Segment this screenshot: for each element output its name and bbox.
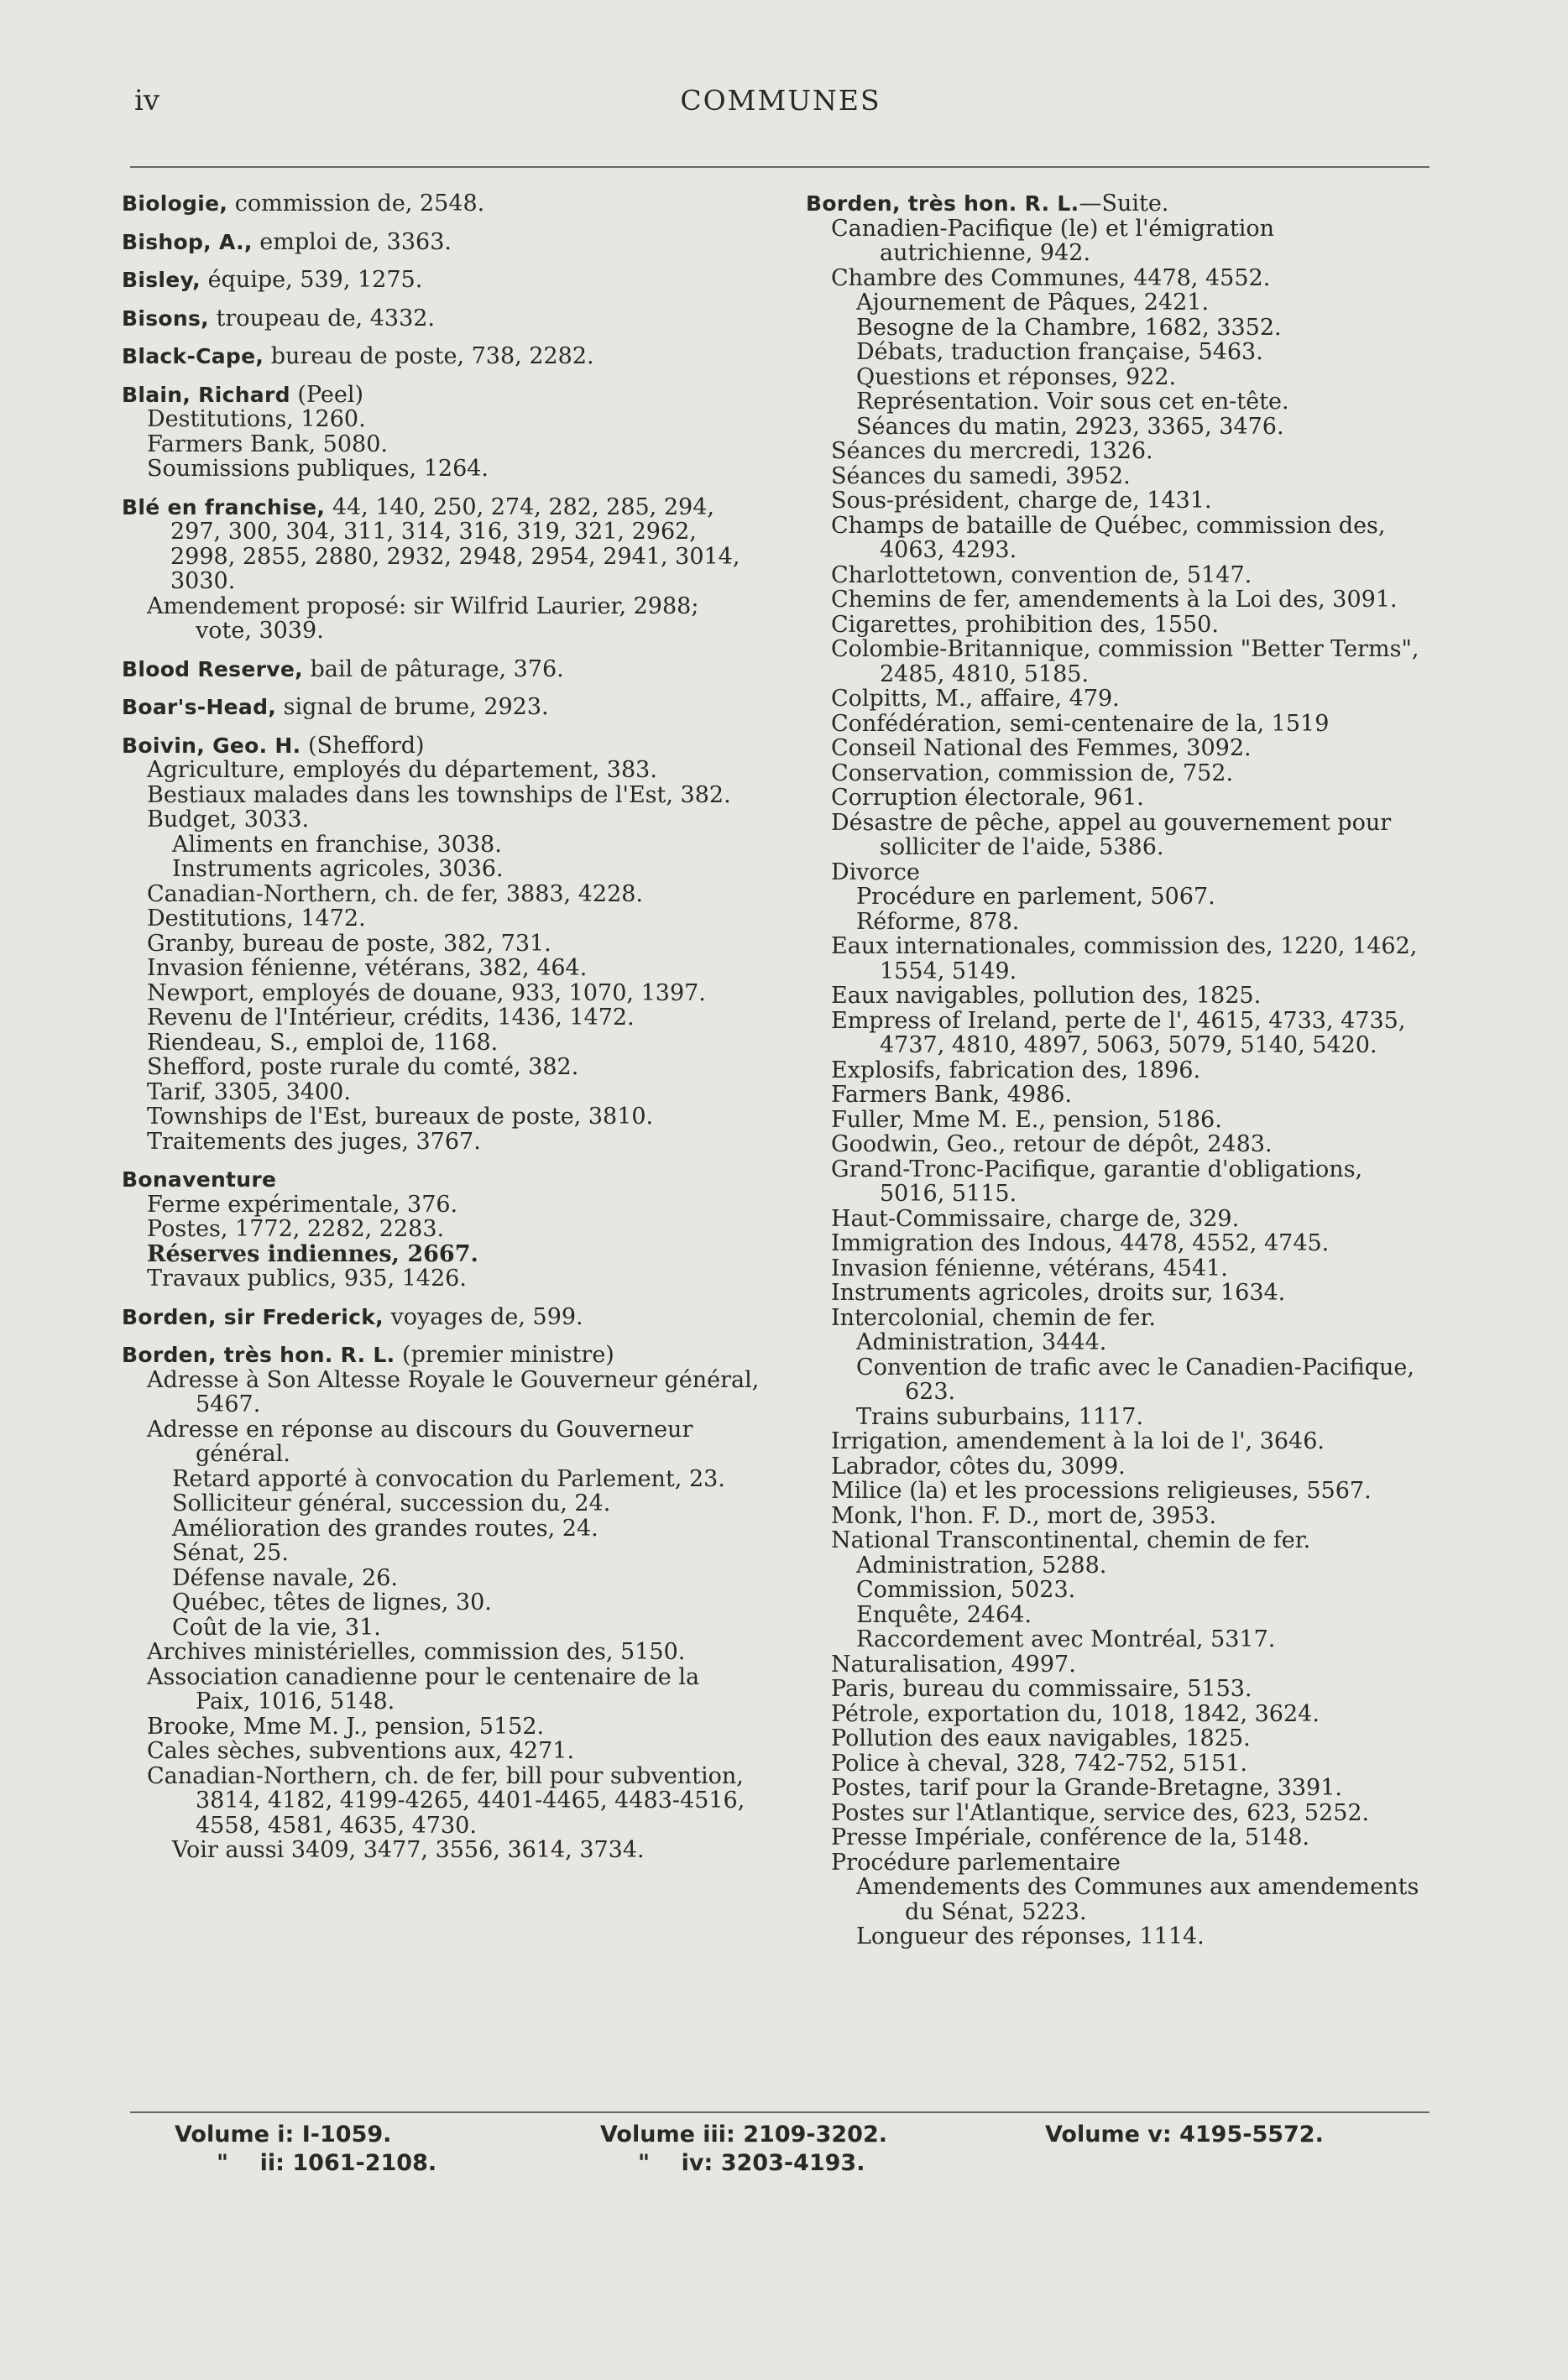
index-subentry — [122, 1031, 760, 1056]
entry-text: Séances du mercredi, 1326. — [831, 438, 1153, 464]
entry-text: Raccordement avec Montréal, 5317. — [856, 1626, 1276, 1652]
index-subentry — [806, 786, 1431, 811]
index-subentry — [806, 934, 1431, 984]
index-entry — [122, 495, 760, 594]
index-subentry — [806, 266, 1431, 291]
entry-text: Besogne de la Chambre, 1682, 3352. — [856, 314, 1282, 341]
entry-heading: Borden, très hon. R. L. — [122, 1343, 395, 1367]
index-subentry — [806, 1058, 1431, 1083]
entry-text: Irrigation, amendement à la loi de l', 3646. — [831, 1428, 1325, 1454]
entry-text: Cigarettes, prohibition des, 1550. — [831, 611, 1219, 638]
index-subentry — [806, 1677, 1431, 1702]
volume-range-iii: Volume iii: 2109-3202. — [600, 2122, 888, 2148]
index-subentry — [806, 1108, 1431, 1133]
entry-text: Postes sur l'Atlantique, service des, 623, 5252. — [831, 1799, 1370, 1826]
entry-text: Trains suburbains, 1117. — [856, 1403, 1144, 1430]
index-subentry — [806, 1528, 1431, 1553]
entry-text: Granby, bureau de poste, 382, 731. — [147, 930, 551, 957]
entry-text: Bestiaux malades dans les townships de l'Est, 382. — [147, 781, 731, 808]
entry-text: Explosifs, fabrication des, 1896. — [831, 1057, 1201, 1083]
entry-text: Goodwin, Geo., retour de dépôt, 2483. — [831, 1131, 1273, 1157]
entry-text: troupeau de, 4332. — [208, 305, 436, 331]
entry-text: Adresse à Son Altesse Royale le Gouverneur général, 5467. — [147, 1366, 760, 1417]
entry-text: Colpitts, M., affaire, 479. — [831, 686, 1120, 712]
entry-text: Corruption électorale, 961. — [831, 785, 1144, 811]
index-subentry — [806, 365, 1431, 390]
index-subentry — [806, 1553, 1431, 1579]
entry-text: Longueur des réponses, 1114. — [856, 1923, 1205, 1949]
index-subentry — [122, 1217, 760, 1242]
entry-text: Charlottetown, convention de, 5147. — [831, 561, 1252, 588]
index-subentry — [806, 514, 1431, 563]
index-entry — [122, 230, 760, 255]
entry-heading: Boivin, Geo. H. — [122, 733, 301, 758]
index-subentry — [122, 807, 760, 832]
entry-text: Ajournement de Pâques, 2421. — [856, 290, 1210, 316]
index-subentry — [806, 1578, 1431, 1603]
entry-text: Solliciteur général, succession du, 24. — [172, 1490, 611, 1516]
index-subentry — [122, 981, 760, 1006]
entry-text: Procédure en parlement, 5067. — [856, 884, 1215, 910]
entry-text: Archives ministérielles, commission des, 5150. — [147, 1639, 686, 1665]
entry-text: Riendeau, S., emploi de, 1168. — [147, 1029, 499, 1056]
index-subentry — [806, 1924, 1431, 1949]
index-subentry — [122, 407, 760, 432]
entry-text: Agriculture, employés du département, 383. — [147, 757, 657, 783]
index-entry — [122, 191, 760, 217]
index-subentry — [806, 1306, 1431, 1331]
index-subentry — [806, 415, 1431, 440]
entry-text: Aliments en franchise, 3038. — [172, 831, 502, 858]
entry-text: Destitutions, 1260. — [147, 406, 366, 432]
index-subentry — [122, 594, 760, 644]
index-subentry — [806, 1009, 1431, 1058]
index-subentry — [122, 932, 760, 957]
entry-heading: Blé en franchise, — [122, 494, 326, 519]
index-subentry — [806, 1850, 1431, 1876]
entry-text: Défense navale, 26. — [172, 1564, 398, 1591]
index-subentry — [806, 1825, 1431, 1850]
index-subentry — [806, 1281, 1431, 1306]
entry-heading: Bisley, — [122, 268, 201, 292]
index-subentry — [122, 1242, 760, 1267]
entry-text: Représentation. Voir sous cet en-tête. — [856, 389, 1289, 415]
index-entry — [122, 657, 760, 682]
entry-text: voyages de, 599. — [383, 1303, 583, 1330]
index-subentry — [806, 1355, 1431, 1405]
index-subentry — [122, 1104, 760, 1130]
index-subentry — [806, 217, 1431, 266]
entry-text: National Transcontinental, chemin de fer. — [831, 1527, 1311, 1553]
index-subentry — [806, 1875, 1431, 1924]
entry-text: Pétrole, exportation du, 1018, 1842, 3624. — [831, 1700, 1320, 1727]
index-subentry — [806, 1627, 1431, 1652]
entry-text: Champs de bataille de Québec, commission des, 4063, 4293. — [831, 512, 1386, 563]
index-subentry — [806, 885, 1431, 910]
entry-text: Convention de trafic avec le Canadien-Pacifique, 623. — [856, 1354, 1414, 1405]
entry-text: Administration, 5288. — [856, 1552, 1107, 1579]
index-subentry — [122, 1739, 760, 1764]
entry-text: Eaux navigables, pollution des, 1825. — [831, 983, 1262, 1009]
index-subentry — [806, 1801, 1431, 1826]
volume-footer — [134, 2122, 1427, 2197]
index-subentry — [122, 1516, 760, 1542]
entry-text: Administration, 3444. — [856, 1329, 1107, 1355]
entry-text: Colombie-Britannique, commission "Better Terms", 2485, 4810, 5185. — [831, 636, 1419, 687]
entry-text: bureau de poste, 738, 2282. — [264, 343, 594, 369]
index-subentry — [122, 1615, 760, 1641]
entry-text: Farmers Bank, 5080. — [147, 431, 388, 457]
index-subentry — [122, 1640, 760, 1665]
entry-text: Québec, têtes de lignes, 30. — [172, 1589, 492, 1615]
entry-text: Soumissions publiques, 1264. — [147, 456, 489, 482]
index-subentry — [122, 906, 760, 932]
index-entry — [122, 268, 760, 293]
index-subentry — [806, 464, 1431, 489]
entry-text: Commission, 5023. — [856, 1577, 1076, 1603]
entry-text: Coût de la vie, 31. — [172, 1614, 381, 1641]
entry-heading: Bonaventure — [122, 1167, 277, 1192]
index-subentry — [122, 832, 760, 858]
entry-text: Réforme, 878. — [856, 908, 1020, 935]
entry-text: Paris, bureau du commissaire, 5153. — [831, 1676, 1252, 1702]
entry-text: Tarif, 3305, 3400. — [147, 1078, 351, 1105]
index-subentry — [122, 1193, 760, 1218]
index-subentry — [806, 1726, 1431, 1751]
footer-rule — [130, 2111, 1429, 2113]
index-subentry — [806, 563, 1431, 588]
entry-text: Naturalisation, 4997. — [831, 1651, 1076, 1678]
index-subentry — [122, 783, 760, 808]
entry-text: Invasion fénienne, vétérans, 4541. — [831, 1255, 1228, 1281]
index-subentry — [122, 1266, 760, 1292]
index-subentry — [806, 984, 1431, 1009]
index-subentry — [806, 1132, 1431, 1157]
index-subentry — [806, 1083, 1431, 1108]
entry-text: Canadian-Northern, ch. de fer, bill pour subvention, 3814, 4182, 4199-4265, 4401-4465, 4483-4516, 4558, 4581, 4635, 4730. — [147, 1762, 745, 1839]
entry-text: Ferme expérimentale, 376. — [147, 1191, 458, 1218]
entry-heading: Bisons, — [122, 305, 209, 331]
entry-heading: Blood Reserve, — [122, 656, 303, 681]
index-subentry — [122, 1590, 760, 1615]
entry-text: Voir aussi 3409, 3477, 3556, 3614, 3734. — [172, 1837, 645, 1863]
index-subentry — [122, 432, 760, 457]
index-subentry — [122, 1417, 760, 1467]
index-subentry — [806, 1504, 1431, 1529]
index-subentry — [122, 882, 760, 907]
volume-range-ii: " ii: 1061-2108. — [217, 2150, 437, 2176]
index-subentry — [122, 1566, 760, 1591]
entry-text: (Peel) — [290, 381, 363, 408]
entry-text: Revenu de l'Intérieur, crédits, 1436, 1472. — [147, 1005, 635, 1031]
entry-text: Milice (la) et les processions religieuses, 5567. — [831, 1478, 1372, 1504]
index-subentry — [122, 1055, 760, 1080]
index-subentry — [806, 290, 1431, 316]
entry-text: Monk, l'hon. F. D., mort de, 3953. — [831, 1502, 1217, 1529]
entry-text: Canadian-Northern, ch. de fer, 3883, 4228. — [147, 880, 644, 907]
entry-text: Invasion fénienne, vétérans, 382, 464. — [147, 955, 588, 981]
entry-text: Brooke, Mme M. J., pension, 5152. — [147, 1713, 545, 1740]
entry-text: Procédure parlementaire — [831, 1849, 1121, 1876]
entry-text: 44, 140, 250, 274, 282, 285, 294, 297, 300, 304, 311, 314, 316, 319, 321, 2962, 2998, 2855, 2880, 2932, 2948, 2954, 2941, 3014, 3030. — [170, 493, 740, 594]
index-subentry — [806, 340, 1431, 365]
entry-text: Amendement proposé: sir Wilfrid Laurier, 2988; vote, 3039. — [147, 592, 699, 644]
entry-text: Cales sèches, subventions aux, 4271. — [147, 1738, 575, 1764]
entry-heading: Bishop, A., — [122, 229, 253, 254]
index-entry — [122, 383, 760, 408]
entry-text: Intercolonial, chemin de fer. — [831, 1304, 1157, 1331]
index-entry — [122, 695, 760, 720]
entry-text: Amélioration des grandes routes, 24. — [172, 1515, 598, 1542]
entry-text: Farmers Bank, 4986. — [831, 1082, 1072, 1108]
entry-text: Immigration des Indous, 4478, 4552, 4745. — [831, 1230, 1330, 1256]
entry-text: Haut-Commissaire, charge de, 329. — [831, 1205, 1240, 1232]
entry-text: Police à cheval, 328, 742-752, 5151. — [831, 1750, 1247, 1777]
volume-range-i: Volume i: I-1059. — [175, 2122, 392, 2148]
index-entry — [122, 1167, 760, 1193]
index-subentry — [122, 1005, 760, 1031]
index-subentry — [122, 1080, 760, 1105]
entry-text: Adresse en réponse au discours du Gouverneur général. — [147, 1416, 693, 1467]
index-subentry — [806, 1429, 1431, 1454]
index-subentry — [806, 1207, 1431, 1232]
entry-text: Désastre de pêche, appel au gouvernement pour solliciter de l'aide, 5386. — [831, 809, 1392, 860]
index-subentry — [806, 860, 1431, 885]
entry-text: commission de, 2548. — [227, 191, 485, 217]
entry-text: Budget, 3033. — [147, 806, 310, 832]
entry-text: Fuller, Mme M. E., pension, 5186. — [831, 1106, 1222, 1133]
entry-text: Townships de l'Est, bureaux de poste, 3810. — [147, 1104, 654, 1130]
entry-text: emploi de, 3363. — [252, 228, 452, 255]
index-subentry — [806, 736, 1431, 761]
entry-text: Débats, traduction française, 5463. — [856, 339, 1263, 365]
index-subentry — [806, 1157, 1431, 1207]
index-subentry — [806, 1256, 1431, 1281]
entry-heading: Blain, Richard — [122, 382, 290, 407]
index-subentry — [806, 1702, 1431, 1727]
page-header — [134, 84, 1427, 126]
entry-text: Sous-président, charge de, 1431. — [831, 488, 1212, 514]
entry-text: Traitements des juges, 3767. — [147, 1128, 481, 1155]
entry-heading: Borden, sir Frederick, — [122, 1304, 384, 1329]
index-subentry — [806, 1231, 1431, 1256]
index-subentry — [122, 1491, 760, 1516]
entry-text: Empress of Ireland, perte de l', 4615, 4733, 4735, 4737, 4810, 4897, 5063, 5079, 5140, 5420. — [831, 1007, 1406, 1058]
entry-text: Enquête, 2464. — [856, 1601, 1032, 1628]
entry-text: Destitutions, 1472. — [147, 906, 366, 932]
entry-text: bail de pâturage, 376. — [302, 655, 564, 682]
entry-text: Chambre des Communes, 4478, 4552. — [831, 264, 1271, 291]
index-subentry — [806, 1405, 1431, 1430]
entry-text: —Suite. — [1079, 191, 1169, 217]
entry-text: Grand-Tronc-Pacifique, garantie d'obligations, 5016, 5115. — [831, 1156, 1363, 1207]
entry-text: équipe, 539, 1275. — [200, 267, 423, 293]
index-subentry — [122, 1368, 760, 1417]
index-subentry — [122, 1715, 760, 1740]
index-subentry — [122, 1665, 760, 1715]
index-subentry — [806, 686, 1431, 712]
entry-text: Travaux publics, 935, 1426. — [147, 1266, 467, 1292]
index-entry — [122, 344, 760, 369]
entry-text: Divorce — [831, 859, 920, 885]
page-number: iv — [134, 84, 160, 117]
index-subentry — [122, 758, 760, 783]
index-subentry — [122, 1838, 760, 1863]
index-subentry — [806, 1603, 1431, 1628]
entry-text: (Shefford) — [301, 732, 425, 759]
entry-text: Presse Impériale, conférence de la, 5148. — [831, 1824, 1310, 1850]
entry-text: Séances du samedi, 3952. — [831, 462, 1131, 489]
index-subentry — [122, 956, 760, 981]
header-rule — [130, 166, 1429, 168]
index-subentry — [806, 1751, 1431, 1777]
index-subentry — [806, 1479, 1431, 1504]
index-entry — [122, 1343, 760, 1368]
index-subentry — [806, 1330, 1431, 1355]
entry-text: Instruments agricoles, droits sur, 1634. — [831, 1280, 1286, 1306]
index-subentry — [806, 811, 1431, 860]
entry-heading: Biologie, — [122, 191, 228, 216]
entry-text: Pollution des eaux navigables, 1825. — [831, 1725, 1251, 1751]
entry-text: Instruments agricoles, 3036. — [172, 856, 504, 882]
index-subentry — [806, 910, 1431, 935]
index-subentry — [122, 1467, 760, 1492]
index-subentry — [806, 488, 1431, 514]
index-subentry — [806, 761, 1431, 786]
entry-text: Shefford, poste rurale du comté, 382. — [147, 1054, 579, 1080]
index-subentry — [122, 857, 760, 882]
volume-range-iv: " iv: 3203-4193. — [638, 2150, 865, 2176]
entry-text: Conservation, commission de, 752. — [831, 759, 1234, 786]
entry-text: Newport, employés de douane, 933, 1070, 1397. — [147, 979, 706, 1006]
index-column-right — [806, 191, 1431, 1949]
entry-text: Réserves indiennes, 2667. — [147, 1240, 478, 1267]
volume-range-v: Volume v: 4195-5572. — [1045, 2122, 1324, 2148]
index-subentry — [806, 613, 1431, 638]
entry-text: Eaux internationales, commission des, 1220, 1462, 1554, 5149. — [831, 933, 1418, 984]
entry-text: Labrador, côtes du, 3099. — [831, 1453, 1126, 1480]
entry-text: Séances du matin, 2923, 3365, 3476. — [856, 413, 1284, 440]
entry-text: Association canadienne pour le centenaire de la Paix, 1016, 5148. — [147, 1663, 700, 1715]
index-subentry — [122, 1764, 760, 1839]
entry-text: signal de brume, 2923. — [276, 694, 549, 720]
index-subentry — [806, 389, 1431, 415]
entry-text: Postes, tarif pour la Grande-Bretagne, 3391. — [831, 1775, 1342, 1801]
entry-text: Canadien-Pacifique (le) et l'émigration autrichienne, 942. — [831, 215, 1275, 266]
index-entry — [806, 191, 1431, 217]
entry-heading: Boar's-Head, — [122, 695, 277, 719]
index-entry — [122, 1305, 760, 1330]
entry-text: Amendements des Communes aux amendements du Sénat, 5223. — [856, 1874, 1419, 1925]
entry-text: Sénat, 25. — [172, 1540, 289, 1566]
index-subentry — [122, 1541, 760, 1566]
entry-heading: Borden, très hon. R. L. — [806, 191, 1079, 216]
index-subentry — [806, 1454, 1431, 1480]
index-subentry — [806, 439, 1431, 464]
index-subentry — [122, 457, 760, 482]
entry-text: Postes, 1772, 2282, 2283. — [147, 1216, 445, 1242]
entry-text: Questions et réponses, 922. — [856, 363, 1177, 390]
entry-text: Chemins de fer, amendements à la Loi des, 3091. — [831, 587, 1398, 613]
entry-heading: Black-Cape, — [122, 344, 264, 368]
index-subentry — [806, 1776, 1431, 1801]
index-subentry — [806, 712, 1431, 737]
index-subentry — [122, 1130, 760, 1155]
index-entry — [122, 733, 760, 759]
entry-text: (premier ministre) — [395, 1342, 614, 1368]
index-column-left — [122, 191, 760, 1863]
index-entry — [122, 306, 760, 331]
index-subentry — [806, 1652, 1431, 1678]
index-subentry — [806, 316, 1431, 341]
entry-text: Confédération, semi-centenaire de la, 1519 — [831, 710, 1330, 737]
entry-text: Conseil National des Femmes, 3092. — [831, 735, 1252, 761]
page-title: COMMUNES — [680, 84, 881, 117]
index-subentry — [806, 587, 1431, 613]
index-subentry — [806, 637, 1431, 686]
entry-text: Retard apporté à convocation du Parlement, 23. — [172, 1465, 725, 1492]
